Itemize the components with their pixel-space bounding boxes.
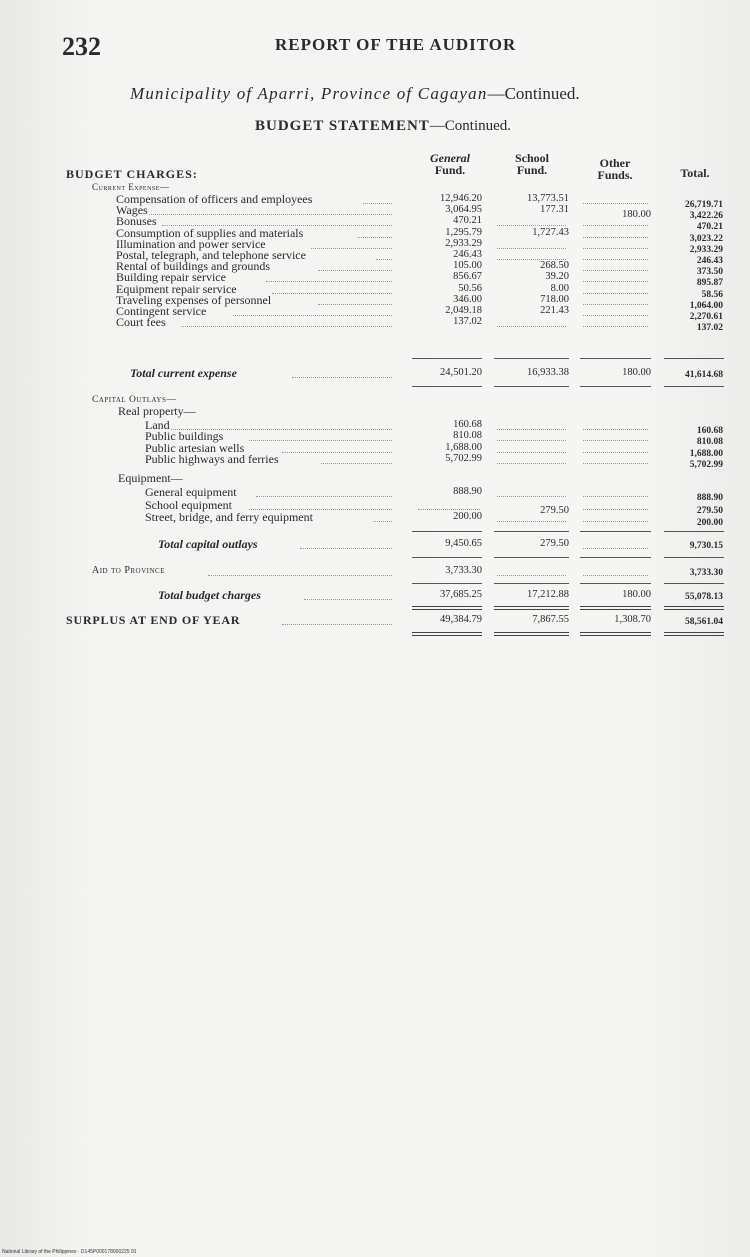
total-value: 895.87 [696,278,723,288]
single-rule [664,583,724,584]
total-value: 470.21 [696,222,723,232]
col-header-general-line2: Fund. [434,163,466,177]
total-value: 888.90 [696,493,723,503]
total-value: 200.00 [696,518,723,528]
expense-item-label: Bonuses [116,214,157,228]
double-rule [412,606,482,610]
school-fund-value: 221.43 [540,305,569,316]
total-budget-other: 180.00 [622,589,651,600]
single-rule [664,531,724,532]
equipment-item-label: General equipment [145,485,237,499]
dot-leader [208,575,392,576]
total-value: 5,702.99 [689,460,723,470]
expense-item-label: Traveling expenses of personnel [116,293,272,307]
equipment-item-label: Street, bridge, and ferry equipment [145,510,313,524]
school-fund-value: 1,727.43 [532,227,569,238]
general-fund-value: 3,064.95 [445,204,482,215]
double-rule [412,632,482,636]
dot-leader [376,259,392,260]
aid-to-province-label: Aid to Province [92,565,165,576]
general-fund-value: 12,946.20 [440,193,482,204]
general-fund-value: 137.02 [453,316,482,327]
general-fund-value: 2,049.18 [445,305,482,316]
surplus-label: SURPLUS AT END OF YEAR [66,613,241,627]
dot-leader [321,463,393,464]
single-rule [412,531,482,532]
double-rule [580,632,651,636]
total-capital-outlays-label: Total capital outlays [158,537,258,551]
total-value: 810.08 [696,437,723,447]
total-capital-total: 9,730.15 [689,541,723,551]
school-fund-value: 279.50 [540,505,569,516]
single-rule [412,358,482,359]
single-rule [580,531,651,532]
footer-credit: National Library of the Philippines · D145P000178000225 91 [2,1249,137,1255]
real-property-item-label: Public buildings [145,429,224,443]
general-fund-value: 856.67 [453,271,482,282]
general-fund-value: 810.08 [453,430,482,441]
total-value: 2,270.61 [689,312,723,322]
double-rule [580,606,651,610]
dot-leader [256,496,393,497]
general-fund-value: 470.21 [453,215,482,226]
dot-leader [497,429,566,430]
school-fund-value: 268.50 [540,260,569,271]
surplus-total: 58,561.04 [685,617,723,627]
expense-item-label: Postal, telegraph, and telephone service [116,248,306,262]
dot-leader [497,452,566,453]
single-rule [664,358,724,359]
school-fund-value: 13,773.51 [527,193,569,204]
statement-title [255,118,511,135]
expense-item-label: Compensation of officers and employees [116,192,313,206]
surplus-school: 7,867.55 [532,614,569,625]
school-fund-value: 177.31 [540,204,569,215]
expense-item-label: Court fees [116,315,166,329]
total-budget-school: 17,212.88 [527,589,569,600]
single-rule [494,386,569,387]
dot-leader [497,521,566,522]
expense-item-label: Equipment repair service [116,282,237,296]
real-property-item-label: Land [145,418,170,432]
school-fund-value: 39.20 [545,271,569,282]
single-rule [494,583,569,584]
school-fund-value: 8.00 [550,283,569,294]
dot-leader [249,440,392,441]
col-header-school-line2: Fund. [516,163,548,177]
dot-leader [363,203,392,204]
single-rule [580,557,651,558]
aid-general: 3,733.30 [445,565,482,576]
single-rule [494,358,569,359]
expense-item-label: Rental of buildings and grounds [116,259,270,273]
double-rule [664,606,724,610]
general-fund-value: 1,295.79 [445,227,482,238]
total-value: 58.56 [701,290,723,300]
general-fund-value: 888.90 [453,486,482,497]
total-value: 3,422.26 [689,211,723,221]
double-rule [494,632,569,636]
general-fund-value: 50.56 [458,283,482,294]
dot-leader [318,270,393,271]
total-value: 160.68 [696,426,723,436]
total-capital-general: 9,450.65 [445,538,482,549]
total-value: 1,688.00 [689,449,723,459]
expense-item-label: Consumption of supplies and materials [116,226,304,240]
total-current-expense-label: Total current expense [130,366,237,380]
dot-leader [149,214,393,215]
total-current-other: 180.00 [622,367,651,378]
total-value: 26,719.71 [685,200,723,210]
dot-leader [497,440,566,441]
other-funds-value: 180.00 [622,209,651,220]
equipment-label: Equipment— [118,471,183,485]
dot-leader [311,248,392,249]
document-subtitle [130,84,580,104]
total-current-school: 16,933.38 [527,367,569,378]
equipment-item-label: School equipment [145,498,232,512]
aid-total: 3,733.30 [689,568,723,578]
real-property-item-label: Public highways and ferries [145,452,279,466]
single-rule [494,531,569,532]
dot-leader [497,496,566,497]
total-current-general: 24,501.20 [440,367,482,378]
expense-item-label: Contingent service [116,304,207,318]
dot-leader [272,293,392,294]
total-budget-charges-label: Total budget charges [158,588,261,602]
capital-outlays-label: Capital Outlays— [92,395,177,405]
total-value: 1,064.00 [689,301,723,311]
general-fund-value: 2,933.29 [445,238,482,249]
col-header-school [495,152,569,176]
single-rule [664,557,724,558]
statement-continued: —Continued. [429,118,512,134]
running-head: REPORT OF THE AUDITOR [275,35,517,54]
dot-leader [266,281,393,282]
total-value: 373.50 [696,267,723,277]
general-fund-value: 246.43 [453,249,482,260]
dot-leader [497,463,566,464]
single-rule [580,358,651,359]
real-property-label: Real property— [118,404,196,418]
total-value: 279.50 [696,506,723,516]
general-fund-value: 160.68 [453,419,482,430]
statement-title-text: BUDGET STATEMENT [255,118,430,134]
dot-leader [497,248,566,249]
col-header-general-line1: General [430,151,470,165]
subtitle-continued: —Continued. [487,84,580,103]
single-rule [412,583,482,584]
page-number: 232 [62,32,101,61]
col-header-school-line1: School [514,151,549,165]
dot-leader [292,377,392,378]
dot-leader [497,225,566,226]
dot-leader [300,548,392,549]
dot-leader [181,326,392,327]
dot-leader [233,315,392,316]
col-header-other-line1: Other [599,156,631,170]
total-budget-general: 37,685.25 [440,589,482,600]
surplus-other: 1,308.70 [614,614,651,625]
dot-leader [373,521,393,522]
total-value: 3,023.22 [689,234,723,244]
dot-leader [418,509,480,510]
expense-item-label: Wages [116,203,148,217]
single-rule [412,557,482,558]
single-rule [412,386,482,387]
expense-item-label: Building repair service [116,270,226,284]
single-rule [580,583,651,584]
dot-leader [497,575,566,576]
dot-leader [318,304,393,305]
budget-charges-label: BUDGET CHARGES: [66,167,198,181]
general-fund-value: 5,702.99 [445,453,482,464]
general-fund-value: 346.00 [453,294,482,305]
total-budget-total: 55,078.13 [685,592,723,602]
subtitle-municipality: Municipality of Aparri, Province of Cagayan [130,84,488,103]
col-header-general [412,152,488,176]
dot-leader [497,326,566,327]
total-value: 2,933.29 [689,245,723,255]
dot-leader [282,624,392,625]
general-fund-value: 105.00 [453,260,482,271]
double-rule [664,632,724,636]
total-value: 137.02 [696,323,723,333]
general-fund-value: 200.00 [453,511,482,522]
col-header-other-line2: Funds. [597,168,633,182]
total-current-total: 41,614.68 [685,370,723,380]
dot-leader [357,237,393,238]
expense-item-label: Illumination and power service [116,237,266,251]
current-expense-label: Current Expense— [92,182,170,192]
surplus-general: 49,384.79 [440,614,482,625]
total-capital-school: 279.50 [540,538,569,549]
total-value: 246.43 [696,256,723,266]
col-header-total: Total. [680,166,710,180]
dot-leader [282,452,393,453]
general-fund-value: 1,688.00 [445,442,482,453]
school-fund-value: 718.00 [540,294,569,305]
real-property-item-label: Public artesian wells [145,441,245,455]
single-rule [664,386,724,387]
dot-leader [304,599,392,600]
single-rule [494,557,569,558]
single-rule [580,386,651,387]
col-header-other [580,157,650,181]
double-rule [494,606,569,610]
